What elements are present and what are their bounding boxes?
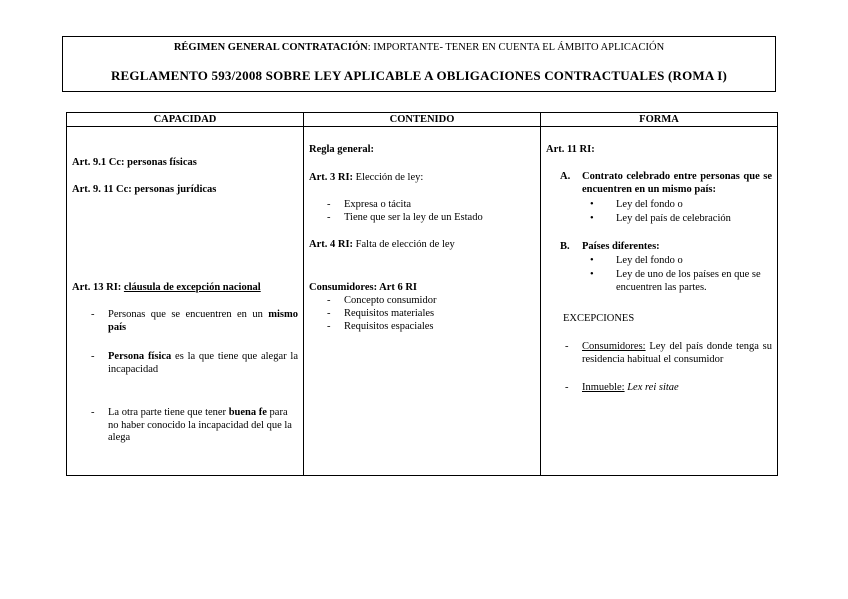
- forma-cell: [541, 127, 778, 476]
- capacidad-item-2-text: es la que tiene que alegar la incapacidad: [108, 351, 298, 375]
- art-9-11-text: Art. 9. 11 Cc: personas jurídicas: [72, 184, 217, 195]
- capacidad-item-3: [108, 407, 298, 445]
- art-9-1-text: Art. 9.1 Cc: personas físicas: [72, 157, 197, 168]
- capacidad-item-1: [108, 309, 298, 334]
- capacidad-item-3-bold: buena fe: [228, 407, 267, 418]
- art-4: [309, 239, 455, 250]
- regla-general-text: Regla general:: [309, 144, 375, 155]
- art-13-clause: cláusula de excepción nacional: [123, 282, 261, 293]
- regla-general: [309, 144, 374, 155]
- capacidad-item-3-text: La otra parte tiene que tener: [108, 407, 229, 418]
- contenido-cell: [304, 127, 541, 476]
- art-3: [309, 172, 423, 183]
- art-9-1: [72, 157, 197, 168]
- capacidad-cell: [67, 127, 304, 476]
- column-header-forma: FORMA: [541, 113, 778, 127]
- forma-b-text: Países diferentes:: [582, 241, 660, 252]
- column-header-capacidad: CAPACIDAD: [67, 113, 304, 127]
- art-3-text: Elección de ley:: [353, 172, 424, 183]
- art-3-item-2: - Tiene que ser la ley de un Estado: [344, 212, 483, 223]
- excepcion-consumidores: [582, 341, 772, 366]
- excepcion-consumidores-text: Ley del país donde tenga su residencia habitual el consumidor: [582, 341, 772, 365]
- capacidad-item-1-bold: mismo país: [108, 309, 298, 333]
- forma-a-item-1: • Ley del fondo o: [616, 199, 683, 210]
- excepciones: EXCEPCIONES: [563, 313, 635, 324]
- forma-a: [582, 171, 772, 196]
- forma-a-marker-text: A.: [560, 171, 571, 182]
- excepcion-inmueble-label: Inmueble:: [582, 382, 625, 393]
- forma-b-item-2: • Ley de uno de los países en que se encuentren las partes.: [616, 269, 774, 294]
- art-13-label: Art. 13 RI:: [72, 282, 122, 293]
- forma-a-marker: [560, 171, 570, 182]
- art-9-11: [72, 184, 216, 195]
- capacidad-item-2-bold: Persona física: [108, 351, 172, 362]
- consumidores-item-3: - Requisitos espaciales: [344, 321, 434, 332]
- forma-a-item-2: • Ley del país de celebración: [616, 213, 731, 224]
- art-11-text: Art. 11 RI:: [546, 144, 595, 155]
- art-11: [546, 144, 595, 155]
- excepcion-inmueble-text: Lex rei sitae: [624, 382, 679, 393]
- forma-b-marker-text: B.: [560, 241, 570, 252]
- consumidores-item-2: - Requisitos materiales: [344, 308, 434, 319]
- forma-b-marker: [560, 241, 570, 252]
- capacidad-item-3-rest: para no haber conocido la incapacidad del que la alega: [108, 407, 292, 443]
- consumidores-item-1: - Concepto consumidor: [344, 295, 436, 306]
- header-line-1-bold: RÉGIMEN GENERAL CONTRATACIÓN: [173, 42, 368, 53]
- header-line-1: [63, 42, 775, 53]
- excepcion-consumidores-label: Consumidores:: [582, 341, 646, 352]
- art-4-label: Art. 4 RI:: [309, 239, 354, 250]
- consumidores-text: Consumidores: Art 6 RI: [309, 282, 418, 293]
- capacidad-item-1-text: Personas que se encuentren en un: [108, 309, 269, 320]
- header-line-2: REGLAMENTO 593/2008 SOBRE LEY APLICABLE A OBLIGACIONES CONTRACTUALES (ROMA I): [110, 68, 728, 83]
- art-13: [72, 282, 261, 293]
- header-line-1-rest: : IMPORTANTE- TENER EN CUENTA EL ÁMBITO APLICACIÓN: [367, 42, 665, 53]
- content-table: [66, 112, 778, 476]
- forma-a-text: Contrato celebrado entre personas que se encuentren en un mismo país:: [582, 171, 772, 195]
- art-4-text: Falta de elección de ley: [353, 239, 455, 250]
- header-box: [62, 36, 776, 92]
- art-3-item-1: - Expresa o tácita: [344, 199, 411, 210]
- capacidad-item-2: [108, 351, 298, 376]
- art-3-label: Art. 3 RI:: [309, 172, 354, 183]
- excepcion-inmueble: [582, 382, 679, 393]
- forma-b: [582, 241, 660, 252]
- column-header-contenido: CONTENIDO: [304, 113, 541, 127]
- forma-b-item-1: • Ley del fondo o: [616, 255, 683, 266]
- consumidores: [309, 282, 417, 293]
